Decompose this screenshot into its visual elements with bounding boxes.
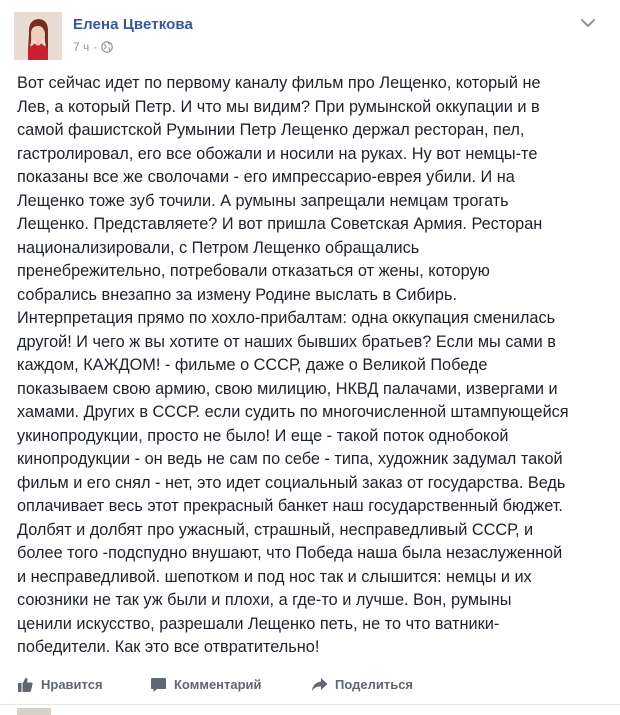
post-text-line: самой фашистской Румынии Петр Лещенко держал ресторан, пел, — [17, 121, 525, 139]
post-text-line: Лещенко. Представляете? И вот пришла Советская Армия. Ресторан — [17, 215, 543, 233]
post-text-line: укинопродукции, просто не было! И еще - такой поток однобокой — [17, 426, 509, 445]
like-button[interactable] — [17, 674, 103, 694]
post-text-line: Долбят и долбят про ужасный, страшный, несправедливый СССР, и — [17, 520, 534, 539]
post-text-line: хамами. Других в СССР. если судить по многочисленной штампующейся — [17, 403, 569, 421]
post-text-line: Лев, а который Петр. И что мы видим? При румынской оккупации и в — [17, 97, 540, 116]
post-text-line: Вот сейчас идет по первому каналу фильм про Лещенко, который не — [17, 74, 541, 92]
post-meta — [73, 40, 113, 54]
action-bar — [0, 664, 620, 704]
post-text-line: показываем свою армию, свою милицию, НКВД палачами, извергами и — [17, 379, 558, 398]
post-text-line: более того -подспудно внушают, что Победа наша была незаслуженной — [17, 544, 563, 562]
comment-label: Комментарий — [174, 676, 262, 692]
post-text-line: другой! И чего ж вы хотите от наших бывших братьев? Если мы сами в — [17, 332, 556, 351]
post-text-line: кинопродукции - он ведь не сам по себе - типа, художник задумал такой — [17, 450, 563, 468]
avatar[interactable] — [14, 12, 62, 60]
post-text-line: показаны все же сволочами - его импрессарио-еврея убили. И на — [17, 168, 515, 186]
post-text-line: национализировали, с Петром Лещенко обращались — [17, 238, 420, 257]
post-text-line: каждом, КАЖДОМ! - фильме о СССР, даже о Великой Победе — [17, 356, 488, 374]
meta-separator: · — [93, 40, 98, 54]
author-name[interactable]: Елена Цветкова — [73, 16, 193, 33]
post-body — [17, 72, 613, 660]
post-text-line: Интерпретация прямо по хохло-прибалтам: одна оккупация сменилась — [17, 309, 556, 327]
post-text-line: пренебрежительно, потребовали отказаться от жены, которую — [17, 262, 490, 280]
comment-icon — [150, 676, 167, 693]
post-text-line: ценили искусство, разрешали Лещенко петь, не то что ватники- — [17, 614, 500, 633]
share-arrow-icon — [311, 676, 328, 693]
post-text-line: союзники не так уж были и плохи, а где-то и лучше. Вон, румыны — [17, 591, 512, 609]
divider — [0, 704, 620, 705]
share-label: Поделиться — [335, 676, 414, 692]
post-text-line: Лещенко тоже зуб точили. А румыны запрещали немцам трогать — [17, 191, 509, 210]
post-text-line: оплачивает весь этот прекрасный банкет наш государственный бюджет. — [17, 497, 563, 515]
like-label: Нравится — [41, 676, 103, 692]
post-text-line: фильм и его снял - нет, это идет социальный заказ от государства. Ведь — [17, 473, 566, 492]
next-item-thumbnail — [17, 708, 51, 715]
avatar-photo — [14, 12, 62, 60]
comment-button[interactable] — [150, 674, 262, 694]
globe-icon[interactable] — [101, 41, 113, 53]
post-text-line: собрались внезапно за измену Родине выслать в Сибирь. — [17, 285, 457, 304]
post-text-line: гастролировал, его все обожали и носили на руках. Ну вот немцы-те — [17, 144, 538, 163]
post-text-line: победители. Как это все отвратительно! — [17, 638, 320, 656]
chevron-down-icon[interactable] — [580, 16, 596, 28]
thumbs-up-icon — [17, 676, 34, 693]
share-button[interactable] — [311, 674, 413, 694]
post-text-line: и несправедливой. шепотком и под нос так и слышится: немцы и их — [17, 567, 532, 586]
post-timestamp[interactable]: 7 ч — [73, 40, 90, 54]
